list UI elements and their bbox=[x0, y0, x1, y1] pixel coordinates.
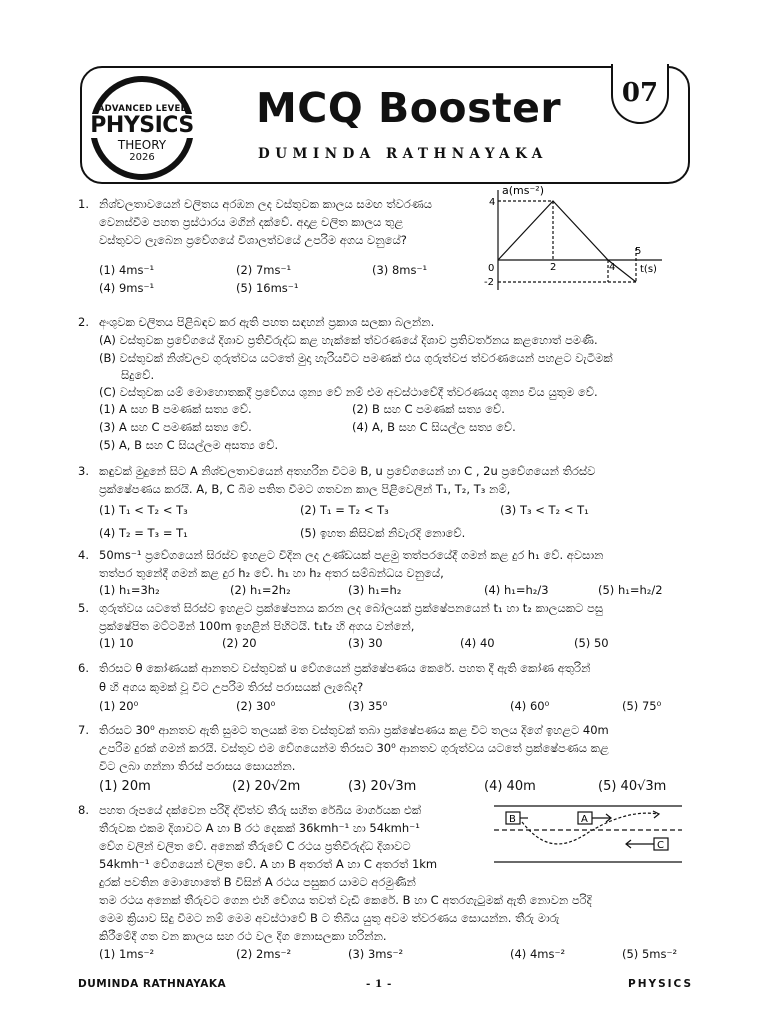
question-text: වස්තුවට ලැබෙන ප්‍රවේගයේ විශාලත්වයේ උපරිම අගය වනුයේ? bbox=[99, 233, 407, 247]
statement-c: (C) වස්තුවක යම් මොහොතකදී ප්‍රවේගය ශුන්‍ය වේ නම් එම අවස්ථාවේදී ත්වරණයද ශුන්‍ය විය යුතුම වේ. bbox=[99, 385, 598, 399]
option: (1) 1ms⁻² bbox=[99, 947, 155, 961]
statement-b: (B) වස්තුවක් නිශ්චලව ගුරුත්වය යටතේ මුදා හැරියවිට පමණක් එය ගුරුත්වජ ත්වරණයෙන් පහළට වැටීමක් bbox=[99, 351, 613, 365]
y-axis-label: a(ms⁻²) bbox=[502, 184, 544, 197]
logo-line-4: 2026 bbox=[129, 152, 155, 163]
footer-author: DUMINDA RATHNAYAKA bbox=[78, 978, 227, 990]
option: (2) T₁ = T₂ < T₃ bbox=[300, 503, 389, 517]
option: (1) h₁=3h₂ bbox=[99, 583, 160, 597]
page-title: MCQ Booster bbox=[256, 84, 562, 132]
option: (1) 10 bbox=[99, 636, 134, 650]
question-number: 6. bbox=[78, 661, 89, 675]
statement-a: (A) වස්තුවක ප්‍රවේගයේ දිශාව ප්‍රතිවිරුද්ධ කළ හැක්කේ ත්වරණයේ දිශාව ප්‍රතිවර්තනය කළහොත් පමණි. bbox=[99, 333, 598, 347]
question-text: 50ms⁻¹ ප්‍රවේගයෙන් සිරස්ව ඉහළට විදින ලද උණ්ඩයක් පළමු තත්පරයේදී ගමන් කළ දුර h₁ වේ. අවසාන bbox=[99, 548, 604, 562]
option: (1) T₁ < T₂ < T₃ bbox=[99, 503, 188, 517]
question-number: 1. bbox=[78, 197, 89, 211]
question-text: මෙම ක්‍රියාව සිදු වීමට නම් මෙම අවස්ථාවේ B ට තිබිය යුතු අවම ත්වරණය සොයන්න. තීරු මාරු bbox=[99, 911, 560, 925]
option: (5) ඉහත කිසිවක් නිවැරදි නොවේ. bbox=[300, 526, 466, 540]
question-text: නිශ්චලතාවයෙන් චලිතය අරඹන ලද වස්තුවක කාලය සමඟ ත්වරණය bbox=[99, 197, 433, 211]
question-text: තම රථය අනෙක් තීරුවට ගෙන එහි වේගය තවත් වැඩි කෙරේ. B හා C අතරගැටුමක් ඇති නොවන පරිදි bbox=[99, 893, 592, 907]
x-axis-label: t(s) bbox=[640, 264, 657, 275]
road-lanes-diagram bbox=[494, 800, 684, 866]
paper-number-badge: 07 bbox=[611, 64, 669, 124]
option: (5) 5ms⁻² bbox=[622, 947, 678, 961]
car-b-label: B bbox=[509, 814, 516, 825]
option: (5) 50 bbox=[574, 636, 609, 650]
question-text: දුරක් පවතින මොහොතේ B විසින් A රථය පසුකර යාමට අරමුණින් bbox=[99, 875, 416, 889]
question-text: තිරසට 30⁰ ආනතව ඇති සුමට තලයක් මත වස්තුවක් තබා ප්‍රක්ෂේපණය කළ විට තලය දිගේ ඉහළට 40m bbox=[99, 723, 609, 737]
question-number: 3. bbox=[78, 464, 89, 478]
option: (2) h₁=2h₂ bbox=[230, 583, 291, 597]
option: (5) A, B සහ C සියල්ලම අසත්‍ය වේ. bbox=[99, 438, 279, 452]
option: (5) 75⁰ bbox=[622, 699, 662, 713]
option: (3) 20√3m bbox=[348, 779, 417, 794]
option: (5) 40√3m bbox=[598, 779, 667, 794]
option: (1) A සහ B පමණක් සත්‍ය වේ. bbox=[99, 402, 252, 416]
option: (4) 60⁰ bbox=[510, 699, 550, 713]
option: (3) 3ms⁻² bbox=[348, 947, 404, 961]
option: (2) B සහ C පමණක් සත්‍ය වේ. bbox=[352, 402, 505, 416]
car-c-label: C bbox=[657, 840, 664, 851]
question-text: θ හි අගය කුමක් වූ විට උපරිම තිරස් පරාසයක් ලැබේද? bbox=[99, 680, 364, 694]
option: (3) A සහ C පමණක් සත්‍ය වේ. bbox=[99, 420, 252, 434]
question-text: 54kmh⁻¹ වේගයෙන් චලිත වේ. A හා B අතරත් A හා C අතරත් 1km bbox=[99, 857, 438, 871]
question-text: තිරසට θ කෝණයක් ආනතව වස්තුවක් u වේගයෙන් ප්‍රක්ෂේපණය කෙරේ. පහත දී ඇති කෝණ අතුරින් bbox=[99, 661, 591, 675]
statement-b-cont: සිදුවේ. bbox=[121, 368, 155, 382]
option: (3) T₃ < T₂ < T₁ bbox=[500, 503, 589, 517]
a-tick-minus-2: -2 bbox=[484, 277, 494, 288]
car-a-label: A bbox=[581, 814, 588, 825]
option: (2) 30⁰ bbox=[236, 699, 276, 713]
option: (2) 20√2m bbox=[232, 779, 301, 794]
a-tick-4: 4 bbox=[489, 197, 496, 208]
question-number: 8. bbox=[78, 803, 89, 817]
question-text: තත්පර තුනේදී ගමන් කළ දුර h₂ වේ. h₁ හා h₂ අතර සම්බන්ධය වනුයේ, bbox=[99, 566, 444, 580]
logo-line-3: THEORY bbox=[117, 138, 167, 152]
option: (3) 30 bbox=[348, 636, 383, 650]
page-number: - 1 - bbox=[366, 978, 392, 990]
physics-theory-logo bbox=[90, 76, 194, 180]
option: (2) 20 bbox=[222, 636, 257, 650]
tick-label-2: 2 bbox=[550, 262, 557, 273]
question-number: 2. bbox=[78, 315, 89, 329]
question-text: උපරිම දුරක් ගමන් කරයි. වස්තුව එම වේගයෙන්ම තිරසට 30⁰ ආනතව ගුරුත්වය යටතේ ප්‍රක්ෂේපණය කළ bbox=[99, 741, 609, 755]
footer-subject: PHYSICS bbox=[628, 978, 694, 990]
question-text: කිරීමේදී ගත වන කාලය සහ රථ වල දිග නොසලකා හරින්න. bbox=[99, 929, 387, 943]
option: (4) 9ms⁻¹ bbox=[99, 281, 155, 295]
option: (5) h₁=h₂/2 bbox=[598, 583, 663, 597]
logo-line-2: PHYSICS bbox=[90, 113, 194, 138]
origin-label: 0 bbox=[488, 263, 495, 274]
question-text: තීරුවක එකම දිශාවට A හා B රථ දෙකක් 36kmh⁻¹ හා 54kmh⁻¹ bbox=[99, 821, 420, 835]
option: (2) 2ms⁻² bbox=[236, 947, 292, 961]
question-number: 4. bbox=[78, 548, 89, 562]
question-text: වෙනස්වීම පහත ප්‍රස්ථාරය මගින් දක්වේ. අදාළ චලිත කාලය තුළ bbox=[99, 215, 404, 229]
question-text: වේග වලින් චලිත වේ. අනෙක් තීරුවේ C රථය ප්‍රතිවිරුද්ධ දිශාවට bbox=[99, 839, 411, 853]
option: (4) A, B සහ C සියල්ල සත්‍ය වේ. bbox=[352, 420, 516, 434]
author-name: DUMINDA RATHNAYAKA bbox=[258, 146, 548, 162]
option: (3) 35⁰ bbox=[348, 699, 388, 713]
option: (1) 20⁰ bbox=[99, 699, 139, 713]
question-text: අංශුවක චලිතය පිළිබඳව කර ඇති පහත සඳහන් ප්‍රකාශ සලකා බලන්න. bbox=[99, 315, 435, 329]
option: (4) T₂ = T₃ = T₁ bbox=[99, 526, 188, 540]
option: (1) 4ms⁻¹ bbox=[99, 263, 155, 277]
option: (4) 4ms⁻² bbox=[510, 947, 566, 961]
option: (4) h₁=h₂/3 bbox=[484, 583, 549, 597]
question-text: විට ලබා ගන්නා තිරස් පරාසය සොයන්න. bbox=[99, 759, 296, 773]
tick-label-4: 4 bbox=[609, 262, 616, 273]
question-number: 5. bbox=[78, 601, 89, 615]
option: (3) h₁=h₂ bbox=[348, 583, 402, 597]
option: (4) 40m bbox=[484, 779, 536, 794]
question-text: ගුරුත්වය යටතේ සිරස්ව ඉහළට ප්‍රක්ෂේපනය කරන ලද බෝලයක් ප්‍රක්ෂේපනයෙන් t₁ හා t₂ කාලයකට පසු bbox=[99, 601, 604, 615]
option: (2) 7ms⁻¹ bbox=[236, 263, 292, 277]
logo-line-1: ADVANCED LEVEL bbox=[97, 104, 187, 114]
question-text: පහත රූපයේ දක්වෙන පරිදි ද්විත්ව තීරු සහිත රේඛීය මාර්ගයක එක් bbox=[99, 803, 422, 817]
tick-label-5: 5 bbox=[635, 246, 642, 257]
acceleration-time-graph bbox=[480, 184, 670, 300]
option: (5) 16ms⁻¹ bbox=[236, 281, 299, 295]
option: (1) 20m bbox=[99, 779, 151, 794]
question-text: කඳුවක් මුදුනේ සිට A නිශ්චලතාවයෙන් අතහරින විටම B, u ප්‍රවේගයෙන් හා C , 2u ප්‍රවේගයෙන් තිරස්ව bbox=[99, 464, 596, 478]
question-text: ප්‍රක්ෂේපණය කරයි. A, B, C බිම පතිත වීමට ගතවන කාල පිළිවෙලින් T₁, T₂, T₃ නම්, bbox=[99, 482, 511, 496]
question-number: 7. bbox=[78, 723, 89, 737]
option: (3) 8ms⁻¹ bbox=[372, 263, 428, 277]
question-text: ප්‍රක්ෂේපිත මට්ටමින් 100m ඉහළින් පිහිටයි. t₁t₂ හි අගය වන්නේ, bbox=[99, 619, 415, 633]
option: (4) 40 bbox=[460, 636, 495, 650]
